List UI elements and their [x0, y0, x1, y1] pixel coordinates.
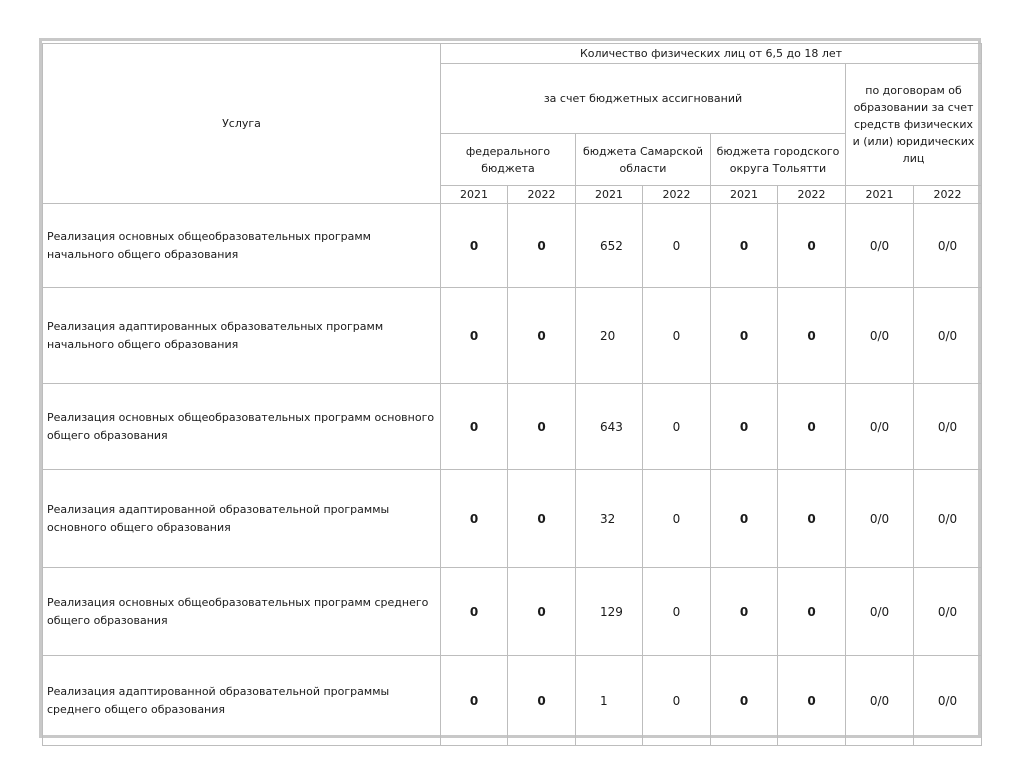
year-header: 2021	[576, 186, 643, 204]
value-cell: 1	[576, 656, 643, 746]
value-cell: 0	[711, 204, 778, 288]
value-cell: 0	[508, 384, 576, 470]
table-row	[43, 470, 982, 568]
service-column-header: Услуга	[43, 44, 441, 204]
year-header: 2022	[508, 186, 576, 204]
value-cell: 0	[778, 568, 846, 656]
value-cell: 0	[441, 204, 508, 288]
value-cell: 0/0	[914, 656, 982, 746]
year-header: 2021	[846, 186, 914, 204]
service-name: Реализация основных общеобразовательных программ начального общего образования	[43, 204, 441, 288]
service-name: Реализация адаптированной образовательной программы среднего общего образования	[43, 656, 441, 746]
table-row	[43, 568, 982, 656]
value-cell: 20	[576, 288, 643, 384]
value-cell: 32	[576, 470, 643, 568]
budget-allocations-header: за счет бюджетных ассигнований	[441, 64, 846, 134]
value-cell: 0	[643, 204, 711, 288]
value-cell: 0	[441, 656, 508, 746]
value-cell: 0/0	[914, 470, 982, 568]
value-cell: 0/0	[914, 204, 982, 288]
value-cell: 0	[778, 204, 846, 288]
value-cell: 0/0	[914, 384, 982, 470]
value-cell: 0	[643, 656, 711, 746]
value-cell: 0/0	[846, 656, 914, 746]
service-name: Реализация основных общеобразовательных программ основного общего образования	[43, 384, 441, 470]
value-cell: 0/0	[846, 470, 914, 568]
value-cell: 0	[441, 470, 508, 568]
table-row	[43, 384, 982, 470]
value-cell: 0/0	[846, 568, 914, 656]
year-header: 2022	[914, 186, 982, 204]
services-table	[42, 43, 982, 746]
year-header: 2021	[441, 186, 508, 204]
value-cell: 0	[711, 384, 778, 470]
value-cell: 0	[508, 568, 576, 656]
value-cell: 0	[711, 470, 778, 568]
value-cell: 0	[508, 656, 576, 746]
year-header: 2022	[643, 186, 711, 204]
table-row	[43, 288, 982, 384]
table-row	[43, 656, 982, 746]
value-cell: 0	[508, 470, 576, 568]
contracts-header: по договорам об образовании за счет средств физических и (или) юридических лиц	[846, 64, 982, 186]
value-cell: 0/0	[846, 384, 914, 470]
service-name: Реализация адаптированных образовательных программ начального общего образования	[43, 288, 441, 384]
value-cell: 0	[508, 204, 576, 288]
value-cell: 0/0	[846, 288, 914, 384]
city-budget-header: бюджета городского округа Тольятти	[711, 134, 846, 186]
value-cell: 0	[643, 470, 711, 568]
value-cell: 0/0	[846, 204, 914, 288]
document-frame	[39, 38, 981, 738]
year-header: 2022	[778, 186, 846, 204]
service-name: Реализация адаптированной образовательной программы основного общего образования	[43, 470, 441, 568]
value-cell: 652	[576, 204, 643, 288]
service-name: Реализация основных общеобразовательных программ среднего общего образования	[43, 568, 441, 656]
value-cell: 0	[441, 384, 508, 470]
value-cell: 0	[441, 568, 508, 656]
value-cell: 0	[778, 656, 846, 746]
regional-budget-header: бюджета Самарской области	[576, 134, 711, 186]
value-cell: 129	[576, 568, 643, 656]
value-cell: 0	[643, 568, 711, 656]
value-cell: 0	[508, 288, 576, 384]
value-cell: 0	[711, 568, 778, 656]
year-header: 2021	[711, 186, 778, 204]
value-cell: 0	[441, 288, 508, 384]
value-cell: 0	[711, 656, 778, 746]
table-row	[43, 204, 982, 288]
value-cell: 0/0	[914, 288, 982, 384]
value-cell: 0	[778, 288, 846, 384]
federal-budget-header: федерального бюджета	[441, 134, 576, 186]
value-cell: 0	[778, 384, 846, 470]
value-cell: 0	[778, 470, 846, 568]
value-cell: 0	[643, 384, 711, 470]
persons-count-header: Количество физических лиц от 6,5 до 18 лет	[441, 44, 982, 64]
value-cell: 643	[576, 384, 643, 470]
value-cell: 0/0	[914, 568, 982, 656]
value-cell: 0	[711, 288, 778, 384]
value-cell: 0	[643, 288, 711, 384]
